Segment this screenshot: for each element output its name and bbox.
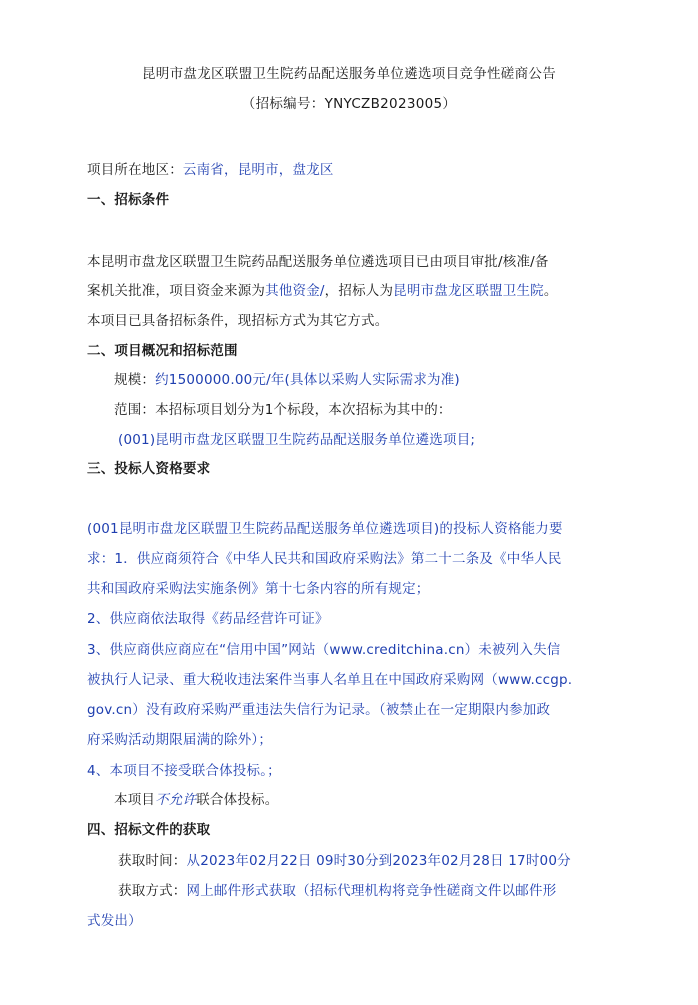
scale-line [114,370,654,390]
text-span: ，招标人为 [324,283,394,299]
qualification-line3: 共和国政府采购法实施条例》第十七条内容的所有规定； [87,581,430,597]
section3-heading: 三、投标人资格要求 [87,461,211,477]
section4-heading: 四、招标文件的获取 [87,822,211,838]
tender-code: （招标编号：YNYCZB2023005） [241,96,457,112]
location-label: 项目所在地区： [87,162,183,178]
section1-line3: 本项目已具备招标条件，现招标方式为其它方式。 [87,313,389,329]
tenderer-name: 昆明市盘龙区联盟卫生院 [393,283,544,299]
qualification-line7: gov.cn）没有政府采购严重违法失信行为记录。（被禁止在一定期限内参加政 [87,702,551,718]
location-value: 云南省，昆明市，盘龙区 [182,162,334,178]
text-span: 联合体投标。 [196,792,279,808]
section1-line1: 本昆明市盘龙区联盟卫生院药品配送服务单位遴选项目已由项目审批/核准/备 [87,254,549,270]
acquisition-time-label: 获取时间： [118,853,187,869]
qualification-line6: 被执行人记录、重大税收违法案件当事人名单且在中国政府采购网（www.ccgp. [87,672,573,688]
acquisition-method-line [118,881,658,901]
consortium-status: 不允许 [155,792,197,808]
scope-line: 范围：本招标项目划分为1个标段，本次招标为其中的： [114,402,452,418]
text-span: 案机关批准，项目资金来源为 [87,283,266,299]
scale-label: 规模： [114,372,156,388]
text-span: 本项目 [114,792,156,808]
qualification-line2: 求：1．供应商须符合《中华人民共和国政府采购法》第二十二条及《中华人民 [87,551,562,567]
qualification-line9: 4、本项目不接受联合体投标。； [87,763,281,779]
section2-heading: 二、项目概况和招标范围 [87,343,238,359]
acquisition-time-value: 从2023年02月22日 09时30分到2023年02月28日 17时00分 [186,853,571,869]
fund-source: 其他资金/ [265,283,325,299]
acquisition-method-cont: 式发出） [87,913,142,929]
lot-line: (001)昆明市盘龙区联盟卫生院药品配送服务单位遴选项目; [118,432,476,448]
location-line [87,160,627,180]
qualification-line5: 3、供应商供应商应在“信用中国”网站（www.creditchina.cn）未被列入失信 [87,642,561,658]
qualification-line4: 2、供应商依法取得《药品经营许可证》 [87,611,329,627]
document-title: 昆明市盘龙区联盟卫生院药品配送服务单位遴选项目竞争性磋商公告 [142,66,556,82]
section1-line2 [87,281,627,301]
qualification-line8: 府采购活动期限届满的除外）； [87,732,273,748]
acquisition-method-value: 网上邮件形式获取（招标代理机构将竞争性磋商文件以邮件形 [186,883,557,899]
acquisition-time-line [118,851,658,871]
section1-heading: 一、招标条件 [87,192,170,208]
consortium-line [114,790,654,810]
scale-value: 约1500000.00元/年(具体以采购人实际需求为准) [155,372,460,388]
qualification-line1: (001昆明市盘龙区联盟卫生院药品配送服务单位遴选项目)的投标人资格能力要 [87,521,563,537]
text-span: 。 [543,283,558,299]
acquisition-method-label: 获取方式： [118,883,187,899]
